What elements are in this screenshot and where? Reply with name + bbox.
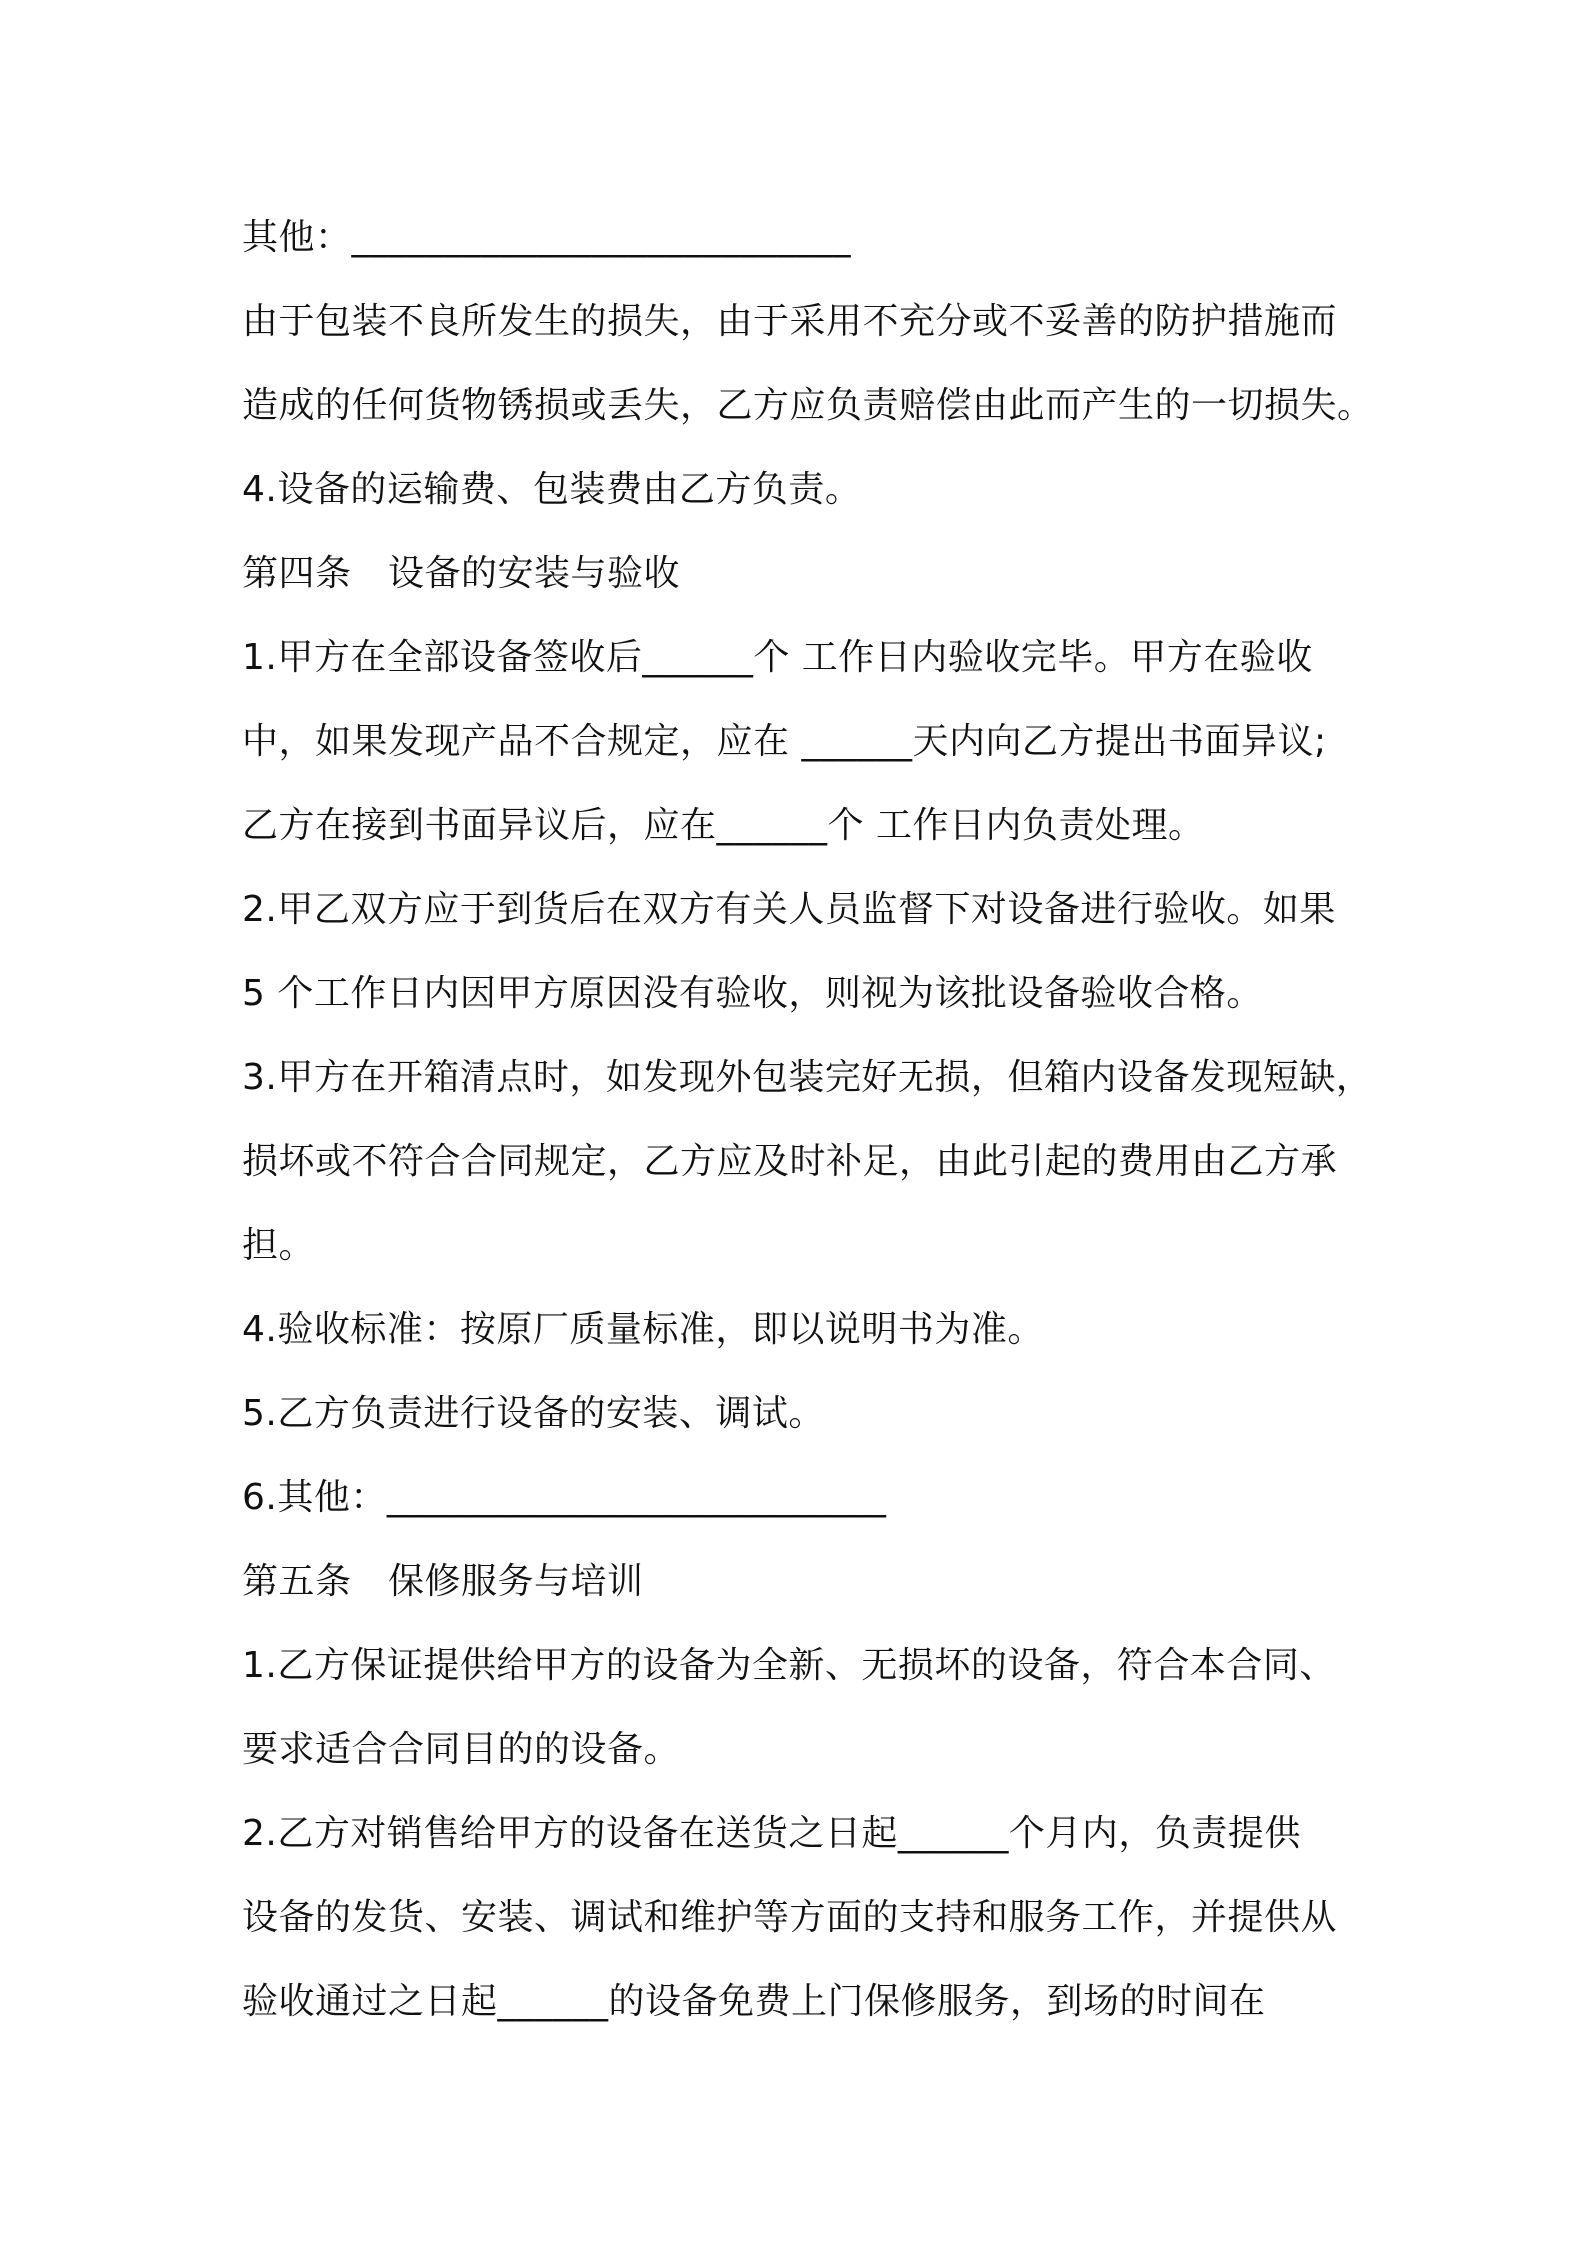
- text-line-acceptance-2-cont: 5 个工作日内因甲方原因没有验收，则视为该批设备验收合格。: [242, 973, 1263, 1014]
- text-line-acceptance-6: 6.其他：___________________________: [242, 1477, 887, 1518]
- text-line-warranty-2: 2.乙方对销售给甲方的设备在送货之日起______个月内，负责提供: [242, 1813, 1301, 1854]
- text-line-acceptance-3-cont: 损坏或不符合合同规定，乙方应及时补足，由此引起的费用由乙方承: [242, 1141, 1338, 1182]
- document-body: [242, 196, 1374, 2044]
- text-line-packaging-loss-cont: 造成的任何货物锈损或丢失，乙方应负责赔偿由此而产生的一切损失。: [242, 385, 1374, 426]
- text-line-transport-fee: 4.设备的运输费、包装费由乙方负责。: [242, 469, 862, 510]
- text-line-acceptance-1-cont2: 乙方在接到书面异议后，应在______个 工作日内负责处理。: [242, 805, 1205, 846]
- text-line-other-blank: 其他：___________________________: [242, 217, 852, 258]
- text-line-acceptance-2: 2.甲乙双方应于到货后在双方有关人员监督下对设备进行验收。如果: [242, 889, 1336, 930]
- text-line-acceptance-4: 4.验收标准：按原厂质量标准，即以说明书为准。: [242, 1309, 1044, 1350]
- article-5-heading: 第五条 保修服务与培训: [242, 1561, 644, 1602]
- text-line-acceptance-1: 1.甲方在全部设备签收后______个 工作日内验收完毕。甲方在验收: [242, 637, 1313, 678]
- text-line-packaging-loss: 由于包装不良所发生的损失，由于采用不充分或不妥善的防护措施而: [242, 301, 1338, 342]
- text-line-warranty-2-cont2: 验收通过之日起______的设备免费上门保修服务，到场的时间在: [242, 1981, 1266, 2022]
- text-line-acceptance-1-cont: 中，如果发现产品不合规定，应在 ______天内向乙方提出书面异议;: [242, 721, 1327, 762]
- text-line-warranty-1-cont: 要求适合合同目的的设备。: [242, 1729, 681, 1770]
- text-line-warranty-2-cont: 设备的发货、安装、调试和维护等方面的支持和服务工作，并提供从: [242, 1897, 1338, 1938]
- text-line-warranty-1: 1.乙方保证提供给甲方的设备为全新、无损坏的设备，符合本合同、: [242, 1645, 1336, 1686]
- text-line-acceptance-3-cont2: 担。: [242, 1225, 316, 1266]
- article-4-heading: 第四条 设备的安装与验收: [242, 553, 681, 594]
- text-line-acceptance-3: 3.甲方在开箱清点时，如发现外包装完好无损，但箱内设备发现短缺，: [242, 1057, 1373, 1098]
- text-line-acceptance-5: 5.乙方负责进行设备的安装、调试。: [242, 1393, 825, 1434]
